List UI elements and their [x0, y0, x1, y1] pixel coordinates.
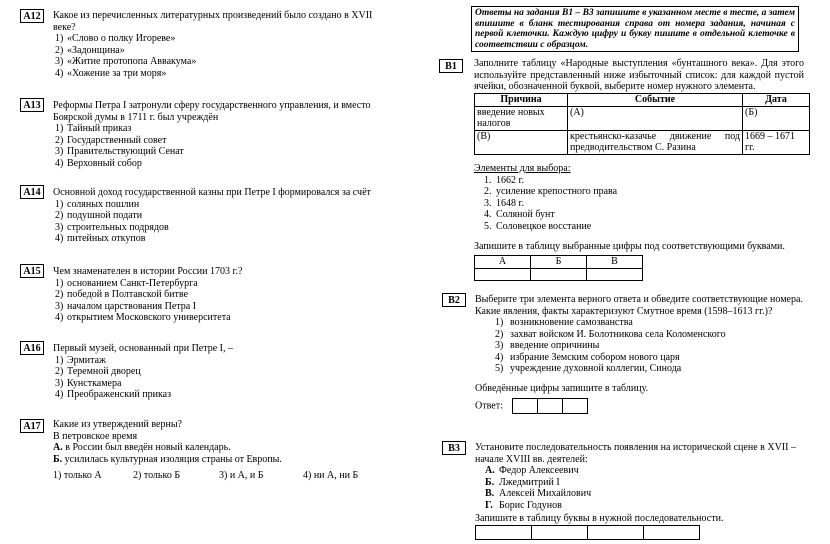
option: 4) открытием Московского университета [55, 312, 231, 323]
task-tag-a14: A14 [20, 185, 44, 199]
cell-a[interactable]: (А) [568, 106, 743, 130]
option: В. Алексей Михайлович [485, 488, 592, 499]
element: 3. 1648 г. [484, 197, 524, 209]
question-b3 [475, 442, 805, 525]
question-a14 [53, 187, 383, 245]
option: 3) «Житие протопопа Аввакума» [55, 56, 197, 67]
option[interactable]: 2) захват войском И. Болотникова села Коломенского [495, 328, 726, 340]
cell: введение новых налогов [475, 106, 568, 130]
answer-cell[interactable] [644, 526, 700, 540]
b1-answer-table: А Б В [474, 255, 643, 281]
instructions-notice: Ответы на задания В1 – В3 запишите в указанном месте в тесте, а затем впишите в бланк тестирования справа от номера задания, начиная с первой клеточки. Каждую цифру и букву пишите в отдельной клеточке в соответствии с образцом. [471, 6, 799, 52]
b3-answer-table [475, 525, 700, 540]
b3-instruction: Запишите в таблицу буквы в нужной последовательности. [475, 513, 724, 524]
option: 2) Теремной дворец [55, 366, 141, 377]
answer-box[interactable] [562, 398, 588, 414]
b1-elements [474, 163, 774, 232]
answer-cell[interactable] [588, 526, 644, 540]
answer-cell[interactable] [587, 268, 643, 280]
question-text: Чем знаменателен в истории России 1703 г.? [53, 266, 243, 277]
cell-b[interactable]: (Б) [743, 106, 810, 130]
element: 5. Соловецкое восстание [484, 220, 592, 232]
option: 1) Тайный приказ [55, 123, 132, 134]
option: 3) строительных подрядов [55, 221, 169, 233]
answer-cell[interactable] [475, 268, 531, 280]
statement-b: Б. усилилась культурная изоляция страны от Европы. [53, 453, 282, 465]
task-tag-a12: A12 [20, 9, 44, 23]
question-b2 [475, 294, 805, 414]
b2-instruction: Обведённые цифры запишите в таблицу. [475, 382, 649, 394]
option: А. Федор Алексеевич [485, 465, 579, 476]
option[interactable]: 4) избрание Земским собором нового царя [495, 351, 680, 363]
statement-a: А. в России был введён новый календарь. [53, 442, 231, 453]
b1-table: Причина Событие Дата введение новых налогов (А) (Б) (В) крестьянско-казачье движение под предводительством С. Разина 1669 – 1671 гг. [474, 93, 810, 155]
question-a16 [53, 343, 383, 401]
answer-box[interactable] [512, 398, 538, 414]
task-tag-b3: В3 [442, 441, 466, 455]
option[interactable]: 1) возникновение самозванства [495, 317, 633, 328]
answer-cell[interactable] [531, 268, 587, 280]
elements-title: Элементы для выбора: [474, 163, 571, 174]
option: 1) основанием Санкт-Петербурга [55, 277, 198, 289]
question-text: Реформы Петра I затронули сферу государственного управления, и вместо Боярской думы в 1711 г. был учреждён [53, 100, 371, 123]
answer-box[interactable] [537, 398, 563, 414]
question-text: Первый музей, основанный при Петре I, – [53, 343, 233, 354]
b1-instruction: Запишите в таблицу выбранные цифры под соответствующими буквами. [474, 241, 785, 252]
option: 1) Эрмитаж [55, 354, 106, 366]
cell: 1669 – 1671 гг. [743, 130, 810, 154]
option: Б. Лжедмитрий I [485, 476, 560, 488]
question-text: Установите последовательность появления на исторической сцене в XVII – начале XVIII вв. деятелей: [475, 442, 796, 465]
option[interactable]: 5) учреждение духовной коллегии, Синода [495, 363, 682, 374]
question-b1 [474, 58, 804, 93]
option: 2) Государственный совет [55, 134, 167, 146]
option[interactable]: 3) введение опричнины [495, 340, 600, 351]
question-a15 [53, 266, 383, 324]
option: 1) «Слово о полку Игореве» [55, 33, 176, 44]
question-text: Заполните таблицу «Народные выступления «бунташного века». Для этого используйте представленный ниже избыточный список: для каждой пустой ячейки, обозначенной буквой, выберите номер нужного элемента. [474, 58, 804, 92]
option: 3) началом царствования Петра I [55, 300, 197, 312]
task-tag-b1: В1 [439, 59, 463, 73]
question-subtext: Какие явления, факты характеризуют Смутное время (1598–1613 гг.)? [475, 305, 773, 317]
task-tag-a16: A16 [20, 341, 44, 355]
cell: крестьянско-казачье движение под предводительством С. Разина [568, 130, 743, 154]
answer-options: 1) только А 2) только Б 3) и А, и Б 4) ни А, ни Б [53, 470, 359, 481]
element: 2. усиление крепостного права [484, 186, 618, 197]
option: 2) победой в Полтавской битве [55, 289, 189, 300]
question-text: Выберите три элемента верного ответа и обведите соответствующие номера. [475, 294, 803, 305]
option: 4) «Хожение за три моря» [55, 67, 167, 79]
option: 4) питейных откупов [55, 233, 146, 244]
question-a12 [53, 10, 383, 79]
question-subtext: В петровское время [53, 430, 138, 442]
task-tag-a13: A13 [20, 98, 44, 112]
option: 1) соляных пошлин [55, 198, 140, 210]
element: 4. Соляной бунт [484, 209, 555, 220]
option: 3) Правительствующий Сенат [55, 146, 184, 157]
option: 3) Кунсткамера [55, 377, 122, 389]
task-tag-b2: В2 [442, 293, 466, 307]
question-text: Какие из утверждений верны? [53, 419, 182, 430]
option: Г. Борис Годунов [485, 499, 562, 511]
option: 4) Верховный собор [55, 157, 142, 169]
option: 2) «Задонщина» [55, 44, 125, 56]
question-text: Какое из перечисленных литературных произведений было создано в XVII веке? [53, 10, 373, 33]
task-tag-a15: A15 [20, 264, 44, 278]
answer-row: Ответ: [475, 398, 805, 414]
element: 1. 1662 г. [484, 174, 524, 186]
option: 4) Преображенский приказ [55, 389, 172, 400]
answer-cell[interactable] [476, 526, 532, 540]
answer-cell[interactable] [532, 526, 588, 540]
question-a13 [53, 100, 383, 169]
question-a17 [53, 419, 393, 482]
question-text: Основной доход государственной казны при Петре I формировался за счёт [53, 187, 371, 198]
option: 2) подушной подати [55, 210, 143, 221]
task-tag-a17: A17 [20, 419, 44, 433]
cell-v[interactable]: (В) [475, 130, 568, 154]
